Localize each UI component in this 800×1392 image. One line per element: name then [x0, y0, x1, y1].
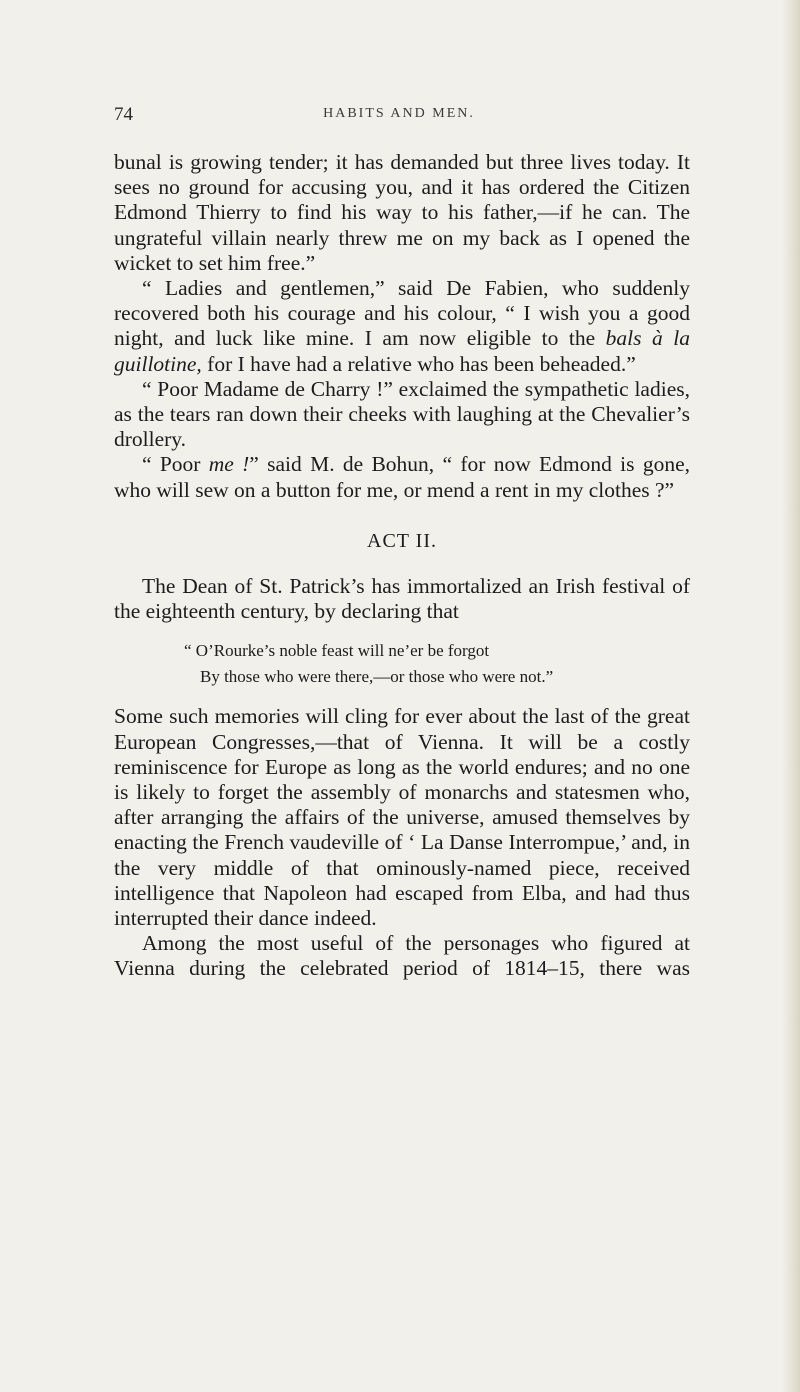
paragraph-2-italic: bals à la guillotine, — [114, 326, 690, 376]
act-heading: ACT II. — [367, 529, 437, 552]
paragraph-4-part-a: “ Poor — [142, 452, 209, 477]
paragraph-6: Some such memories will cling for ever about the last of the great European Congresses,—that of Vienna. It will be a costly reminiscence for Europe as long as the world endures; and no one is likely to forget the assembly of monarchs and statesmen who, after arranging the affairs of the universe, amused themselves by enacting the French vaudeville of ‘ La Danse Interrompue,’ and, in the very middle of that ominously-named piece, received intelligence that Napoleon had escaped from Elba, and had thus interrupted their dance indeed. — [114, 704, 690, 931]
page-header — [114, 104, 684, 130]
verse-line-1: “ O’Rourke’s noble feast will ne’er be forgot — [184, 641, 490, 661]
paragraph-4-italic: me ! — [208, 452, 250, 477]
page-edge-shadow — [782, 0, 800, 1392]
paragraph-4-part-b: ” said M. de Bohun, “ for now Edmond is gone, who will sew on a button for me, or mend a rent in my clothes ?” — [114, 452, 690, 502]
paragraph-2-part-a: “ Ladies and gentlemen,” said De Fabien, who suddenly recovered both his courage and his colour, “ I wish you a good night, and luck like mine. I am now eligible to the — [114, 276, 690, 351]
paragraph-4 — [114, 452, 690, 502]
paragraph-2 — [114, 276, 690, 377]
paragraph-2-part-b: for I have had a relative who has been beheaded.” — [201, 351, 636, 376]
page-number: 74 — [114, 104, 133, 125]
running-head: HABITS AND MEN. — [323, 106, 475, 121]
paragraph-5: The Dean of St. Patrick’s has immortalized an Irish festival of the eighteenth century, by declaring that — [114, 574, 690, 624]
page-body — [114, 150, 690, 982]
verse-line-2: By those who were there,—or those who were not.” — [200, 667, 554, 687]
paragraph-1: bunal is growing tender; it has demanded but three lives today. It sees no ground for accusing you, and it has ordered the Citizen Edmond Thierry to find his way to his father,—if he can. The ungrateful villain nearly threw me on my back as I opened the wicket to set him free.” — [114, 150, 690, 275]
verse-quote — [114, 638, 690, 690]
paragraph-3: “ Poor Madame de Charry !” exclaimed the sympathetic ladies, as the tears ran down their cheeks with laughing at the Chevalier’s drollery. — [114, 376, 690, 452]
paragraph-7: Among the most useful of the personages who figured at Vienna during the celebrated period of 1814–15, there was — [114, 931, 690, 981]
